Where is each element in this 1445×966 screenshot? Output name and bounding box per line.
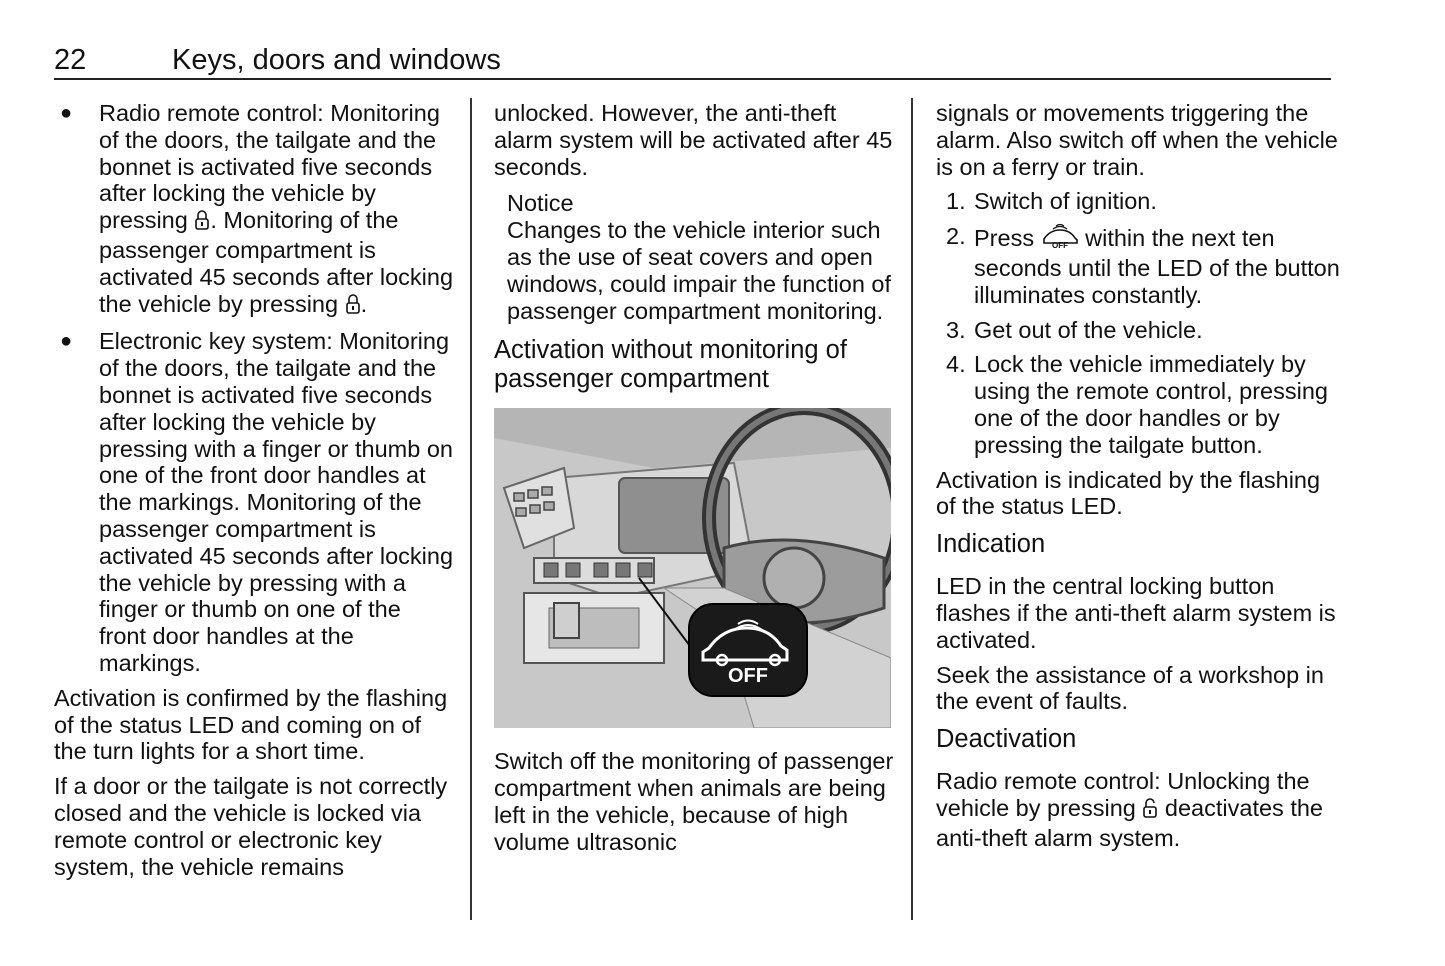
off-button-label: OFF bbox=[728, 665, 768, 688]
bullet-icon: ● bbox=[60, 102, 73, 124]
step-text: within the next ten seconds until the LED of the button illuminates constantly. bbox=[974, 225, 1340, 308]
section-heading: Deactivation bbox=[936, 725, 1077, 754]
section-heading: Activation without monitoring of passenger compartment bbox=[494, 336, 847, 394]
bullet-text: Radio remote control: Monitoring of the doors, the tailgate and the bonnet is activated five seconds after locking the vehicle by pressing bbox=[99, 100, 440, 234]
column-1 bbox=[54, 100, 454, 888]
list-item bbox=[936, 317, 1341, 344]
column-divider bbox=[911, 98, 913, 920]
bullet-text: Electronic key system: Monitoring of the doors, the tailgate and the bonnet is activated five seconds after locking the vehicle by pressing with a finger or thumb on one of the front door handles at the markings. Monitoring of the passenger compartment is activated 45 seconds after locking the vehicle by pressing with a finger or thumb on one of the front door handles at the markings. bbox=[99, 328, 454, 676]
bullet-icon: ● bbox=[60, 330, 73, 353]
bullet-text: . bbox=[360, 290, 368, 317]
paragraph: Activation is indicated by the flashing of the status LED. bbox=[936, 466, 1321, 520]
page-header bbox=[54, 40, 1331, 80]
step-number: 2. bbox=[946, 223, 966, 250]
step-number: 3. bbox=[946, 316, 966, 343]
notice-box bbox=[494, 190, 899, 324]
dashboard-illustration bbox=[494, 408, 891, 728]
paragraph: signals or movements triggering the alarm. Also switch off when the vehicle is on a ferry or train. bbox=[936, 100, 1338, 180]
lock-icon bbox=[194, 209, 210, 237]
step-number: 1. bbox=[946, 188, 966, 215]
notice-title: Notice bbox=[507, 190, 574, 217]
paragraph-text: Radio remote control: Unlocking the vehicle by pressing bbox=[936, 768, 1310, 821]
paragraph: Activation is confirmed by the flashing of the status LED and coming on of the turn lights for a short time. bbox=[54, 684, 448, 765]
bullet-text: . Monitoring of the passenger compartment is activated 45 seconds after locking the vehicle by pressing bbox=[99, 207, 454, 317]
list-item bbox=[936, 351, 1341, 458]
paragraph-text: deactivates the anti-theft alarm system. bbox=[936, 794, 1323, 851]
step-text: Lock the vehicle immediately by using the remote control, pressing one of the door handles or by pressing the tailgate button. bbox=[974, 351, 1328, 458]
page-number: 22 bbox=[54, 44, 87, 76]
paragraph: unlocked. However, the anti-theft alarm system will be activated after 45 seconds. bbox=[494, 100, 893, 180]
alarm-off-icon bbox=[1041, 223, 1079, 255]
paragraph: Switch off the monitoring of passenger compartment when animals are being left in the vehicle, because of high volume ultrasonic bbox=[494, 748, 894, 855]
section-heading: Indication bbox=[936, 530, 1046, 559]
list-item bbox=[54, 328, 454, 676]
column-divider bbox=[470, 98, 472, 920]
list-item bbox=[936, 223, 1341, 308]
paragraph: Seek the assistance of a workshop in the event of faults. bbox=[936, 661, 1324, 715]
step-text: Switch of ignition. bbox=[974, 188, 1157, 215]
step-text: Get out of the vehicle. bbox=[974, 316, 1203, 343]
page-title: Keys, doors and windows bbox=[172, 44, 501, 76]
unlock-icon bbox=[1142, 797, 1158, 825]
column-3 bbox=[936, 100, 1341, 860]
svg-text:OFF: OFF bbox=[1051, 241, 1068, 250]
paragraph: If a door or the tailgate is not correctly closed and the vehicle is locked via remote control or electronic key system, the vehicle remains bbox=[54, 773, 448, 880]
list-item bbox=[54, 100, 454, 320]
paragraph: LED in the central locking button flashes if the anti-theft alarm system is activated. bbox=[936, 573, 1336, 653]
step-number: 4. bbox=[946, 351, 966, 378]
notice-text: Changes to the vehicle interior such as the use of seat covers and open windows, could impair the function of passenger compartment monitoring. bbox=[507, 217, 892, 324]
paragraph bbox=[936, 768, 1341, 851]
step-text: Press bbox=[974, 225, 1035, 252]
list-item bbox=[936, 188, 1341, 215]
column-2 bbox=[494, 100, 899, 864]
lock-icon bbox=[345, 293, 361, 321]
